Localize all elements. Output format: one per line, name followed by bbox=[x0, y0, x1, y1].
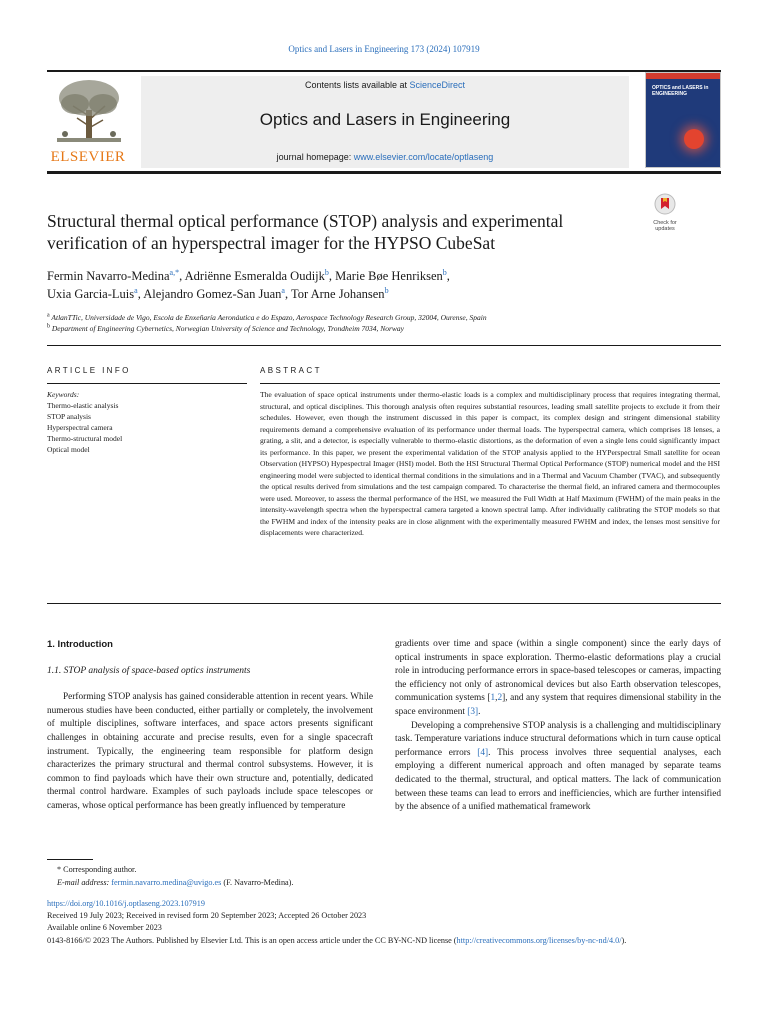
article-info-rule bbox=[47, 383, 247, 384]
author-separator: , bbox=[446, 269, 450, 283]
journal-citation[interactable]: Optics and Lasers in Engineering 173 (2024) 107919 bbox=[288, 44, 480, 54]
available-online: Available online 6 November 2023 bbox=[47, 923, 162, 933]
sentence-end: . bbox=[478, 706, 481, 717]
author-affiliation-mark[interactable]: b bbox=[324, 267, 329, 277]
cover-band bbox=[646, 73, 720, 79]
abstract-panel bbox=[260, 366, 720, 539]
license-prefix: 0143-8166/© 2023 The Authors. Published by Elsevier Ltd. This is an open access article under the CC BY-NC-ND license ( bbox=[47, 935, 457, 945]
contents-prefix: Contents lists available at bbox=[304, 80, 410, 90]
article-metadata bbox=[47, 898, 721, 947]
journal-masthead bbox=[47, 70, 721, 174]
body-paragraph: Performing STOP analysis has gained considerable attention in recent years. While numerous studies have been conducted, either partially or completely, the involvement of multiple disciplines, software interfaces, and space actors presents significant challenges in obtaining accurate and precise results, even for a single spacecraft instrument. Typically, the engineering team responsible for platform design characterizes the primary structural and thermal control subsystems. However, it is common to find payloads which have their own structure and, potentially, dedicated thermal control hardware. Examples of such payloads include space telescopes or cameras, whose optical performance has been greatly influenced by temperature bbox=[47, 692, 373, 811]
reference-separator: , bbox=[495, 693, 498, 704]
author-name[interactable]: Marie Bøe Henriksen bbox=[335, 269, 443, 283]
keyword-item: Hyperspectral camera bbox=[47, 423, 113, 432]
body-paragraph bbox=[395, 720, 721, 815]
cover-laser-graphic bbox=[684, 129, 704, 149]
author-affiliation-mark[interactable]: a,* bbox=[169, 267, 180, 277]
homepage-line bbox=[141, 152, 629, 162]
cover-title: OPTICS and LASERS in ENGINEERING bbox=[652, 85, 709, 97]
affiliation-item bbox=[47, 323, 687, 334]
author-affiliation-mark[interactable]: b bbox=[442, 267, 447, 277]
received-dates: Received 19 July 2023; Received in revised form 20 September 2023; Accepted 26 October 2023 bbox=[47, 911, 367, 921]
journal-title: Optics and Lasers in Engineering bbox=[259, 110, 511, 129]
paragraph-text: Developing a comprehensive STOP analysis is a challenging and multidisciplinary task. Temperature variations induce structural deformations which in turn cause optical performance errors bbox=[395, 720, 721, 758]
author-affiliation-mark[interactable]: a bbox=[281, 285, 285, 295]
reference-link[interactable]: [3] bbox=[467, 706, 479, 717]
subsection-heading: 1.1. STOP analysis of space-based optics instruments bbox=[47, 665, 251, 676]
body-left-column bbox=[47, 638, 373, 814]
email-label: E-mail address: bbox=[57, 877, 112, 887]
masthead-top-rule bbox=[47, 70, 721, 72]
license-suffix: ). bbox=[621, 935, 627, 945]
author-separator: , bbox=[284, 287, 291, 301]
author-name[interactable]: Uxia Garcia-Luis bbox=[47, 287, 135, 301]
article-title: Structural thermal optical performance (STOP) analysis and experimental verification of an hyperspectral imager for the HYPSO CubeSat bbox=[47, 211, 564, 253]
author-affiliation-mark[interactable]: a bbox=[134, 285, 138, 295]
license-link[interactable]: http://creativecommons.org/licenses/by-nc-nd/4.0/ bbox=[456, 935, 622, 945]
author-separator: , bbox=[137, 287, 144, 301]
body-paragraph bbox=[395, 638, 721, 720]
affiliation-mark: a bbox=[47, 312, 50, 319]
email-link[interactable]: fermin.navarro.medina@uvigo.es bbox=[111, 877, 222, 887]
publisher-wordmark: ELSEVIER bbox=[50, 149, 126, 165]
homepage-link[interactable]: www.elsevier.com/locate/optlaseng bbox=[353, 152, 494, 162]
homepage-prefix: journal homepage: bbox=[276, 152, 354, 162]
author-name[interactable]: Adriënne Esmeralda Oudijk bbox=[184, 269, 325, 283]
license-note bbox=[47, 935, 721, 947]
elsevier-tree-icon bbox=[53, 76, 125, 148]
elsevier-logo[interactable] bbox=[47, 76, 129, 168]
affiliation-text: Department of Engineering Cybernetics, Norwegian University of Science and Technology, Trondheim 7034, Norway bbox=[51, 324, 404, 333]
footnote-rule bbox=[47, 859, 93, 860]
paragraph-text: . This process involves three sequential analyses, each employing a different numerical approach and often managed by separate teams dedicated to the thermal, structural, and optical matters. The lack of communication between these teams can lead to errors and inefficiencies, which are further intensified by the absence of a unified mathematical framework bbox=[395, 747, 721, 813]
keywords-label: Keywords: bbox=[47, 390, 80, 399]
author-name[interactable]: Alejandro Gomez-San Juan bbox=[143, 287, 282, 301]
doi-link[interactable]: https://doi.org/10.1016/j.optlaseng.2023.107919 bbox=[47, 899, 205, 908]
masthead-bottom-rule bbox=[47, 171, 721, 174]
abstract-text: The evaluation of space optical instruments under thermo-elastic loads is a complex and multidisciplinary process that requires integrating thermal, structural, and optical disciplines. This thorough analysis often requires substantial resources, leading small satellite projects to exclude it from their schedules. However, even though the instrument discussed in this paper is compact, its complex design and stringent dimensional stability requirements demand a comprehensive evaluation of its performance under thermal loads. The hyperspectral camera, which comprises 18 lenses, a grating, a slit, and a detector, is especially vulnerable to thermo-elastic distortions, as the deformation of even a single lens could significantly impact its performance. In this paper, we present the experimental validation of the STOP analysis applied to the HYPerspectral Small satellite for ocean Observation (HYPSO) Hypespectral Imager (HSI) model. Both the HSI Structural Thermal Optical Performance (STOP) numerical model and the HSI engineering model were subjected to identical thermal conditions in the simulations and in a Thermal and Vacuum Chamber (TVAC), and subsequently the optical results derived from simulations and the test campaign compared. To characterise the thermal field, an infrared camera and thermocouples were used. Moreover, to assess the thermal performance of the HSI, we measured the Full Width at Half Maximum (FWHM) of the main peaks in the intensity-wavelength spectra when the hyperspectral camera targeted a known spectral lamp. After individually calibrating the STOP models so that the FWHM and index of the intensity peaks are in close alignment with the experimentally measured FWHM and index, the lenses most sensitive for displacements were characterized. bbox=[260, 390, 720, 537]
header-divider bbox=[47, 345, 721, 346]
paragraph-text: gradients over time and space (within a single component) since the early days of optical instruments in space exploration. Thermo-elastic deformations play a crucial role in introducing performance errors in space-based telescopes or cameras, impacting the efficiency not only of astronomical devices but also Earth observation telescopes, communication systems [ bbox=[395, 639, 721, 704]
affiliation-item bbox=[47, 312, 687, 323]
keyword-item: STOP analysis bbox=[47, 412, 91, 421]
keyword-item: Thermo-elastic analysis bbox=[47, 401, 119, 410]
author-name[interactable]: Tor Arne Johansen bbox=[291, 287, 385, 301]
abstract-divider bbox=[47, 603, 721, 604]
article-info-panel bbox=[47, 366, 247, 455]
journal-cover-image[interactable] bbox=[645, 72, 721, 168]
email-suffix: (F. Navarro-Medina). bbox=[221, 877, 294, 887]
reference-link[interactable]: 1 bbox=[490, 693, 496, 704]
article-info-heading: ARTICLE INFO bbox=[47, 366, 131, 375]
author-affiliation-mark[interactable]: b bbox=[384, 285, 389, 295]
contents-line bbox=[141, 80, 629, 90]
footnotes bbox=[47, 864, 721, 889]
reference-link[interactable]: 2 bbox=[497, 693, 503, 704]
author-separator: , bbox=[179, 269, 185, 283]
keyword-item: Optical model bbox=[47, 445, 90, 454]
email-note bbox=[47, 877, 721, 890]
corresponding-author-note: * Corresponding author. bbox=[57, 865, 137, 874]
check-for-updates-badge[interactable] bbox=[648, 193, 682, 233]
author-name[interactable]: Fermin Navarro-Medina bbox=[47, 269, 170, 283]
affiliation-mark: b bbox=[47, 323, 50, 330]
paragraph-text: ], and any system that requires dimensional stability in the space environment bbox=[395, 693, 721, 717]
section-heading: 1. Introduction bbox=[47, 639, 113, 650]
affiliation-text: AtlanTTic, Universidade de Vigo, Escola de Enxeñaría Aeronáutica e do Espazo, Aerospace Technology Research Group, 32004, Ourense, Spain bbox=[51, 313, 487, 322]
reference-link[interactable]: [4] bbox=[477, 747, 489, 758]
check-updates-label: Check for updates bbox=[653, 220, 677, 232]
author-separator: , bbox=[328, 269, 336, 283]
affiliation-list bbox=[47, 312, 687, 334]
abstract-heading: ABSTRACT bbox=[260, 366, 322, 375]
journal-info-box bbox=[141, 76, 629, 168]
body-right-column bbox=[395, 638, 721, 815]
sciencedirect-link[interactable]: ScienceDirect bbox=[409, 80, 466, 90]
keyword-item: Thermo-structural model bbox=[47, 434, 123, 443]
author-list bbox=[47, 267, 687, 303]
check-updates-icon bbox=[654, 193, 676, 215]
abstract-rule bbox=[260, 383, 720, 384]
